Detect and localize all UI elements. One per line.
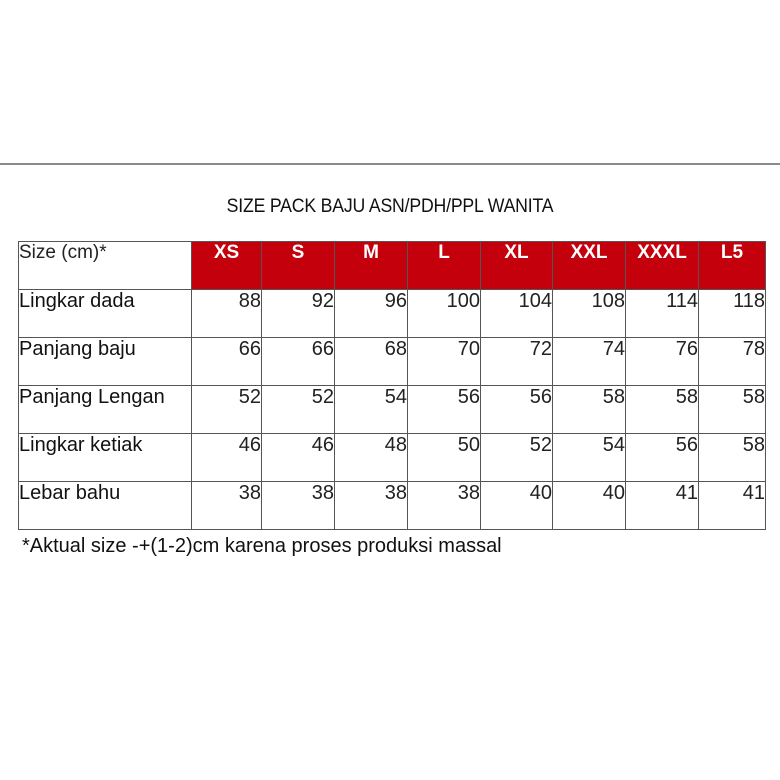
cell-value: 108	[553, 290, 626, 338]
cell-value: 38	[262, 482, 335, 530]
cell-value: 56	[408, 386, 481, 434]
cell-value: 78	[699, 338, 766, 386]
table-row	[19, 290, 766, 338]
cell-value: 56	[481, 386, 553, 434]
cell-value: 54	[553, 434, 626, 482]
size-header-s: S	[262, 242, 335, 290]
cell-value: 74	[553, 338, 626, 386]
size-header-xxl: XXL	[553, 242, 626, 290]
table-row	[19, 386, 766, 434]
cell-value: 38	[192, 482, 262, 530]
cell-value: 58	[553, 386, 626, 434]
cell-value: 70	[408, 338, 481, 386]
cell-value: 92	[262, 290, 335, 338]
cell-value: 52	[481, 434, 553, 482]
cell-value: 41	[699, 482, 766, 530]
corner-label: Size (cm)*	[19, 242, 192, 290]
size-header-m: M	[335, 242, 408, 290]
cell-value: 100	[408, 290, 481, 338]
table-row	[19, 338, 766, 386]
page-title: SIZE PACK BAJU ASN/PDH/PPL WANITA	[226, 196, 554, 217]
cell-value: 58	[699, 434, 766, 482]
cell-value: 46	[192, 434, 262, 482]
cell-value: 68	[335, 338, 408, 386]
row-label: Lingkar ketiak	[19, 434, 192, 482]
cell-value: 104	[481, 290, 553, 338]
cell-value: 66	[192, 338, 262, 386]
cell-value: 41	[626, 482, 699, 530]
cell-value: 88	[192, 290, 262, 338]
cell-value: 38	[408, 482, 481, 530]
cell-value: 40	[553, 482, 626, 530]
cell-value: 56	[626, 434, 699, 482]
row-label: Panjang Lengan	[19, 386, 192, 434]
row-label: Lingkar dada	[19, 290, 192, 338]
cell-value: 38	[335, 482, 408, 530]
cell-value: 76	[626, 338, 699, 386]
cell-value: 46	[262, 434, 335, 482]
cell-value: 50	[408, 434, 481, 482]
size-header-xs: XS	[192, 242, 262, 290]
cell-value: 114	[626, 290, 699, 338]
row-label: Panjang baju	[19, 338, 192, 386]
header-row	[19, 242, 766, 290]
cell-value: 40	[481, 482, 553, 530]
cell-value: 52	[262, 386, 335, 434]
cell-value: 118	[699, 290, 766, 338]
size-header-l: L	[408, 242, 481, 290]
cell-value: 66	[262, 338, 335, 386]
cell-value: 58	[699, 386, 766, 434]
size-header-xl: XL	[481, 242, 553, 290]
size-chart-table	[18, 241, 766, 530]
row-label: Lebar bahu	[19, 482, 192, 530]
cell-value: 52	[192, 386, 262, 434]
table-row	[19, 482, 766, 530]
cell-value: 54	[335, 386, 408, 434]
top-divider	[0, 163, 780, 165]
footnote: *Aktual size -+(1-2)cm karena proses produksi massal	[22, 535, 502, 557]
table-row	[19, 434, 766, 482]
cell-value: 72	[481, 338, 553, 386]
cell-value: 48	[335, 434, 408, 482]
cell-value: 58	[626, 386, 699, 434]
size-header-xxxl: XXXL	[626, 242, 699, 290]
cell-value: 96	[335, 290, 408, 338]
size-header-l5: L5	[699, 242, 766, 290]
